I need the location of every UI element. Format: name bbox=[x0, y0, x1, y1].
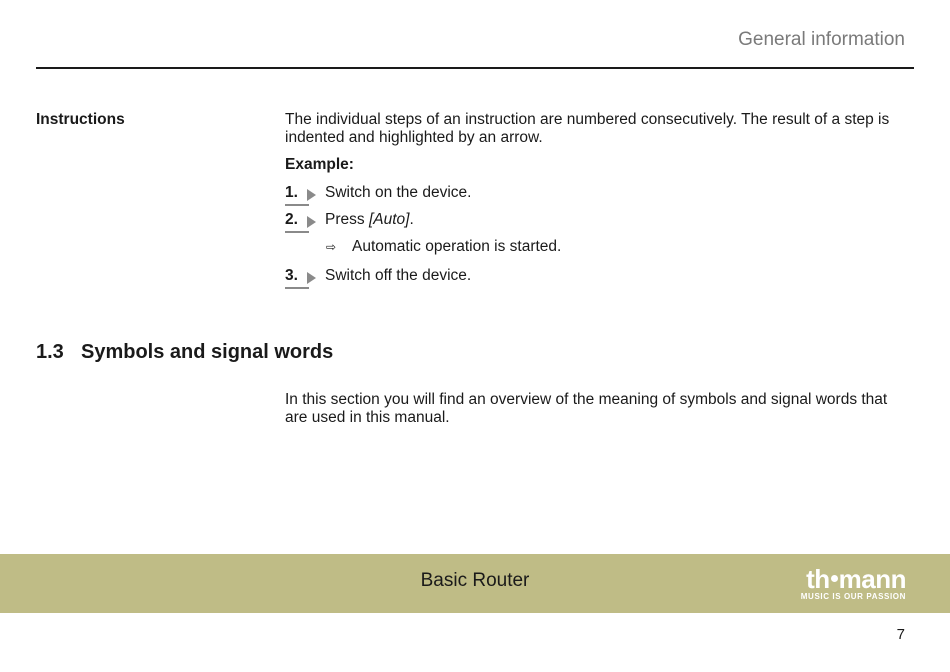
instructions-intro: The individual steps of an instruction are numbered consecutively. The result of a step is indented and highlighted by an arrow. bbox=[285, 111, 890, 146]
step-arrow-icon bbox=[307, 189, 316, 201]
step-number: 1. bbox=[285, 184, 317, 202]
result-text: Automatic operation is started. bbox=[352, 238, 562, 255]
step-text-suffix: . bbox=[409, 211, 414, 228]
result-arrow-icon: ⇨ bbox=[326, 240, 337, 254]
logo-dot-icon bbox=[831, 575, 838, 582]
step-number: 2. bbox=[285, 211, 317, 229]
example-label: Example: bbox=[285, 156, 354, 173]
step-number: 3. bbox=[285, 267, 317, 285]
instructions-label: Instructions bbox=[36, 111, 125, 128]
section-title: Symbols and signal words bbox=[81, 341, 334, 363]
step-arrow-icon bbox=[307, 272, 316, 284]
section-text: In this section you will find an overview of the meaning of symbols and signal words that are used in this manual. bbox=[285, 391, 888, 426]
step-text bbox=[325, 211, 414, 229]
page-header-title: General information bbox=[738, 29, 905, 50]
section-heading bbox=[36, 341, 333, 364]
logo-slogan: MUSIC IS OUR PASSION bbox=[800, 592, 906, 601]
step-text: Switch off the device. bbox=[325, 267, 472, 284]
footer-product-title: Basic Router bbox=[420, 570, 530, 591]
header-divider bbox=[36, 67, 914, 69]
step-text-prefix: Press bbox=[325, 211, 369, 228]
step-result bbox=[326, 238, 561, 256]
logo-brand: th mann bbox=[806, 564, 906, 594]
section-number: 1.3 bbox=[36, 341, 64, 363]
step-arrow-icon bbox=[307, 216, 316, 228]
thomann-logo bbox=[801, 566, 906, 602]
step-text-emphasis: [Auto] bbox=[368, 211, 410, 228]
page-number: 7 bbox=[896, 626, 905, 643]
step-text: Switch on the device. bbox=[325, 184, 472, 201]
